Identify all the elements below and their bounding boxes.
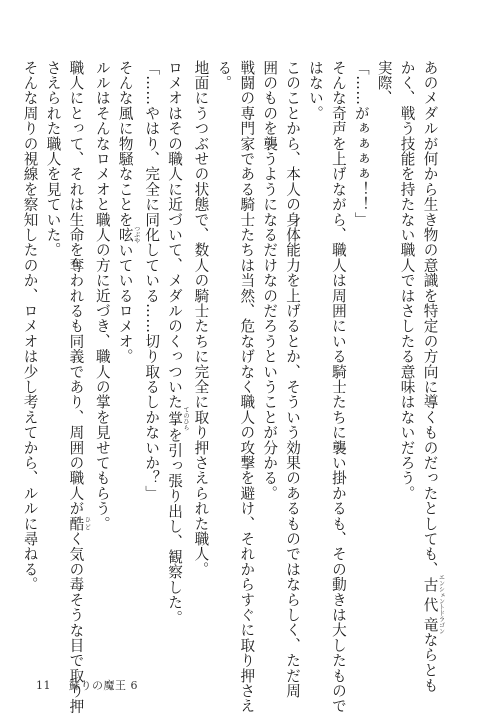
page-number: 11 — [36, 679, 51, 692]
text-line — [418, 60, 445, 693]
text-segment: 「……やはり、完全に同化している……切り取るしかないか？」 — [143, 60, 161, 501]
text-segment: ルルはそんなロメオと職人の方に近づき、職人の掌を見せてもらう。 — [93, 60, 111, 532]
ruby-base: 掌 — [166, 406, 184, 431]
text-segment: を引っ張り出し、観察した。 — [166, 427, 184, 626]
text-segment: 戦闘の専門家である騎士たちは当然、危なげなく職人の攻撃を避け、それからすぐに取り押さえ — [238, 60, 256, 714]
text-line — [162, 60, 188, 640]
ruby-annotation — [166, 406, 190, 431]
ruby-base: 古代竜 — [421, 574, 439, 635]
text-segment: かく、戦う技能を持たない職人ではさしたる意味はないだろう。 — [398, 60, 416, 501]
text-segment: 「……がぁぁぁぁ！！」 — [352, 60, 370, 228]
text-segment: そんな周りの視線を察知したのか、ロメオは少し考えてから、ルルに尋ねる。 — [21, 60, 39, 592]
text-segment: そんな奇声を上げながら、職人は周囲にいる騎士たちに襲い掛かるも、その動きは大したもので — [329, 60, 347, 714]
ruby-annotation — [116, 225, 140, 244]
text-line — [189, 60, 212, 640]
text-line — [90, 60, 113, 640]
ruby-reading: てのひら — [182, 406, 190, 431]
text-line — [234, 60, 257, 714]
text-segment: 囲のものを襲うようになるだけなのだろうということが分かる。 — [261, 60, 279, 501]
ruby-base: 呟 — [116, 225, 134, 244]
text-line — [372, 60, 395, 640]
text-segment: あのメダルが何から生き物の意識を特定の方向に導くものだったとしても、 — [421, 60, 439, 577]
text-line — [18, 60, 41, 640]
text-segment: 職人にとって、それは生命を奪われるも同義であり、周囲の職人が — [67, 60, 85, 516]
text-line — [395, 60, 418, 640]
text-segment: る。 — [215, 60, 233, 91]
text-segment: ならとも — [421, 632, 439, 693]
text-line — [113, 60, 139, 640]
ruby-reading: エンシェントドラゴン — [437, 574, 445, 635]
ruby-annotation — [421, 574, 445, 635]
text-line — [64, 60, 91, 714]
ruby-reading: ひど — [83, 516, 91, 532]
text-segment: ロメオはその職人に近づいて、メダルのくっついた — [166, 60, 184, 410]
text-line — [139, 60, 162, 640]
text-line — [211, 60, 234, 640]
ruby-reading: つぶや — [132, 225, 140, 244]
text-line — [280, 60, 303, 699]
book-title: 蘇りの魔王 6 — [69, 679, 138, 692]
page-footer — [36, 677, 138, 693]
text-line — [41, 60, 64, 640]
text-line — [326, 60, 349, 714]
text-segment: 実際、 — [375, 60, 393, 106]
text-segment: く気の毒そうな目で取り押 — [67, 531, 85, 714]
ruby-base: 酷 — [67, 516, 85, 532]
text-line — [257, 60, 280, 640]
text-segment: さえられた職人を見ていた。 — [44, 60, 62, 258]
ruby-annotation — [67, 516, 91, 532]
text-segment: はない。 — [306, 60, 324, 121]
text-line — [303, 60, 326, 640]
text-segment: いているロメオ。 — [116, 242, 134, 365]
text-segment: そんな風に物騒なことを — [116, 60, 134, 228]
text-line — [349, 60, 372, 640]
text-segment: このことから、本人の身体能力を上げるとか、そういう効果のあるものではならしく、ただ周 — [284, 60, 302, 699]
text-segment: 地面にうつぶせの状態で、数人の騎士たちに完全に取り押さえられた職人。 — [192, 60, 210, 577]
